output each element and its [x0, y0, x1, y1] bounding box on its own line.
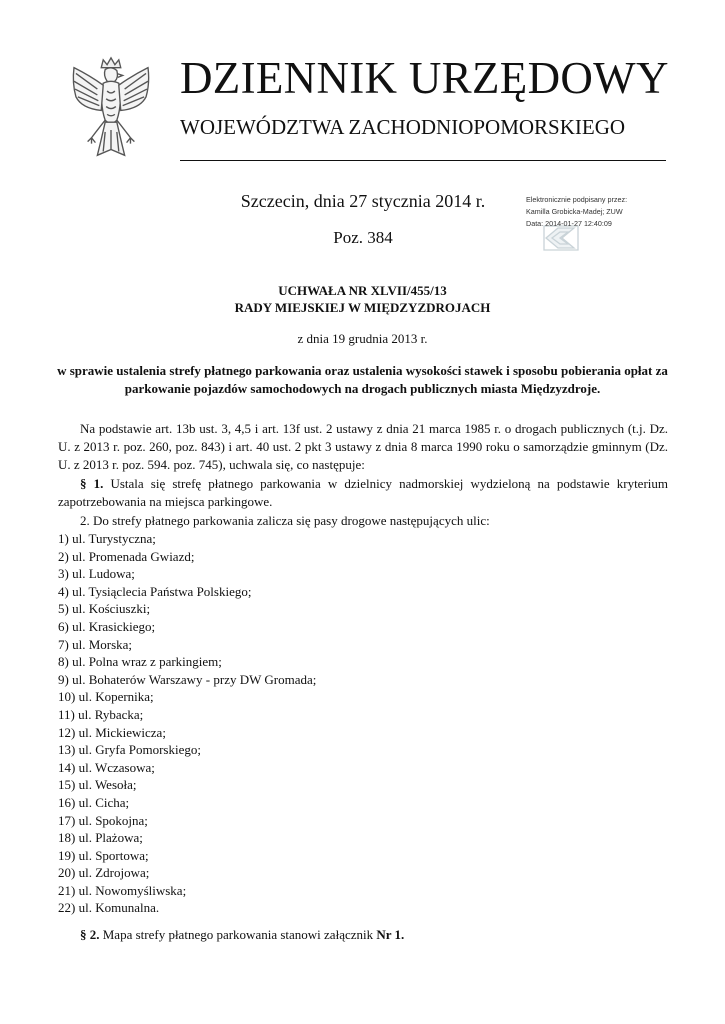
masthead-subtitle: WOJEWÓDZTWA ZACHODNIOPOMORSKIEGO: [180, 115, 626, 139]
position-number: Poz. 384: [333, 228, 393, 247]
masthead-divider: [180, 160, 666, 161]
list-item: 1) ul. Turystyczna;: [58, 531, 156, 546]
list-item: 12) ul. Mickiewicza;: [58, 724, 166, 740]
paragraph-1-label: § 1.: [80, 476, 104, 491]
paragraph-1-point-2: 2. Do strefy płatnego parkowania zalicza się pasy drogowe następujących ulic:: [80, 513, 490, 528]
signature-signed-by-label: Elektronicznie podpisany przez:: [526, 195, 628, 204]
list-item: 21) ul. Nowomyśliwska;: [58, 882, 187, 898]
list-item: 2) ul. Promenada Gwiazd;: [58, 548, 195, 564]
list-item: 20) ul. Zdrojowa;: [58, 865, 150, 881]
list-item: 4) ul. Tysiąclecia Państwa Polskiego;: [58, 583, 252, 599]
paragraph-2-label: § 2.: [80, 927, 100, 942]
list-item: 7) ul. Morska;: [58, 636, 133, 652]
publication-date: Szczecin, dnia 27 stycznia 2014 r.: [240, 191, 486, 211]
resolution-date: z dnia 19 grudnia 2013 r.: [297, 331, 428, 346]
list-item: 15) ul. Wesoła;: [58, 777, 137, 793]
list-item: 3) ul. Ludowa;: [58, 566, 135, 582]
list-item: 13) ul. Gryfa Pomorskiego;: [58, 742, 201, 758]
list-item: 18) ul. Plażowa;: [58, 830, 143, 846]
white-eagle-emblem-icon: [62, 54, 160, 166]
resolution-subject: w sprawie ustalenia strefy płatnego parkowania oraz ustalenia wysokości stawek i sposobu pobierania opłat za parkowanie pojazdów samochodowych na drogach publicznych miasta Międzyzdroje.: [57, 363, 668, 396]
list-item: 5) ul. Kościuszki;: [58, 601, 151, 617]
list-item: 9) ul. Bohaterów Warszawy - przy DW Gromada;: [58, 671, 317, 687]
street-list: [58, 530, 316, 917]
resolution-title: UCHWAŁA NR XLVII/455/13: [278, 283, 447, 298]
list-item: 16) ul. Cicha;: [58, 794, 130, 810]
list-item: 11) ul. Rybacka;: [58, 706, 144, 722]
signature-date: Data: 2014-01-27 12:40:09: [526, 219, 612, 228]
list-item: 19) ul. Sportowa;: [58, 847, 149, 863]
signature-signer: Kamilla Grobicka-Madej; ZUW: [526, 207, 623, 216]
list-item: 10) ul. Kopernika;: [58, 689, 154, 705]
paragraph-2-text: Mapa strefy płatnego parkowania stanowi załącznik: [102, 927, 374, 942]
electronic-signature: [526, 194, 646, 256]
list-item: 17) ul. Spokojna;: [58, 812, 148, 828]
list-item: 6) ul. Krasickiego;: [58, 618, 156, 634]
paragraph-1-text: Ustala się strefę płatnego parkowania w dzielnicy nadmorskiej wydzieloną na podstawie kryterium zapotrzebowania na miejsca parkingowe.: [58, 476, 669, 509]
paragraph-1: [58, 475, 668, 511]
list-item: 8) ul. Polna wraz z parkingiem;: [58, 654, 222, 670]
attachment-reference: Nr 1.: [376, 927, 405, 942]
masthead-title: DZIENNIK URZĘDOWY: [180, 53, 669, 103]
list-item: 22) ul. Komunalna.: [58, 900, 160, 916]
resolution-issuing-body: RADY MIEJSKIEJ W MIĘDZYZDROJACH: [234, 300, 491, 315]
paragraph-2: [58, 926, 668, 944]
list-item: 14) ul. Wczasowa;: [58, 759, 155, 775]
legal-basis-preamble: Na podstawie art. 13b ust. 3, 4,5 i art. 13f ust. 2 ustawy z dnia 21 marca 1985 r. o drogach publicznych (t.j. Dz. U. z 2013 r. poz. 260, poz. 843) i art. 40 ust. 2 pkt 3 ustawy z dnia 8 marca 1990 roku o samorządzie gminnym (Dz. U. z 2013 r. poz. 594. poz. 745), uchwala się, co następuje:: [58, 421, 668, 472]
